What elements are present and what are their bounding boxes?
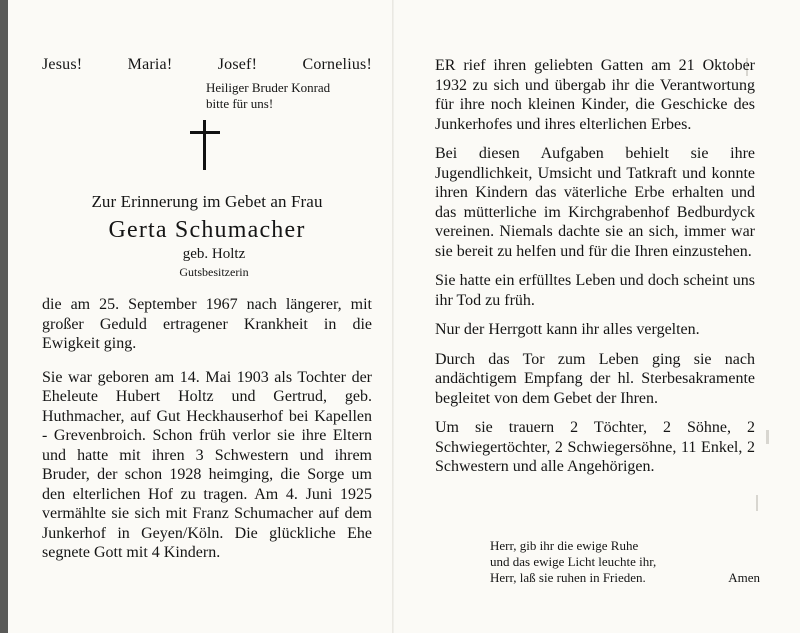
card-fold — [392, 0, 394, 633]
reward-paragraph: Nur der Herrgott kann ihr alles vergelten. — [435, 321, 700, 338]
memorial-intro: Zur Erinnerung im Gebet an Frau — [91, 192, 323, 211]
duties-paragraph: Bei diesen Aufgaben behielt sie ihre Jugendlichkeit, Umsicht und Tatkraft und konnte ihren Kindern das väterliche Erbe erhalten und das mütterliche im Kirchgrabenhof Bedburdyck vereinen. Niemals dachte sie an sich, immer war sie bereit zu helfen und für die Ihren einzustehen. — [435, 145, 755, 260]
saint-prayer-line: bitte für uns! — [206, 96, 274, 111]
sacraments-paragraph: Durch das Tor zum Leben ging sie nach andächtigem Empfang der hl. Sterbesakramente begleitet von dem Gebet der Ihren. — [435, 350, 755, 407]
cross-horizontal-bar — [190, 131, 220, 134]
life-paragraph: Sie hatte ein erfülltes Leben und doch scheint uns ihr Tod zu früh. — [435, 272, 755, 309]
closing-prayer-line: Herr, gib ihr die ewige Ruhe — [490, 538, 639, 553]
occupation: Gutsbesitzerin — [179, 265, 249, 279]
deceased-name: Gerta Schumacher — [108, 217, 306, 243]
closing-prayer — [490, 538, 760, 586]
maiden-name: geb. Holtz — [182, 246, 246, 262]
closing-prayer-line: und das ewige Licht leuchte ihr, — [490, 554, 657, 569]
right-page — [435, 56, 755, 477]
cross-icon — [42, 120, 372, 178]
left-page — [42, 56, 372, 563]
biography-paragraph: Sie war geboren am 14. Mai 1903 als Tochter der Eheleute Hubert Holtz und Gertrud, geb. Huthmacher, auf Gut Heckhauserhof bei Kapellen - Grevenbroich. Schon früh verlor sie ihre Eltern und hatte mit ihren 3 Schwestern und ihrem Bruder, der schon 1928 heimging, die Sorge um den elterlichen Hof zu tragen. Am 4. Juni 1925 vermählte sie sich mit Franz Schumacher auf dem Junkerhof in Geyen/Köln. Die glückliche Ehe segnete Gott mit 4 Kindern. — [42, 368, 372, 561]
invocation-josef: Josef! — [217, 56, 258, 73]
mourners-paragraph: Um sie trauern 2 Töchter, 2 Söhne, 2 Schwiegertöchter, 2 Schwiegersöhne, 11 Enkel, 2 Schwestern und alle Angehörigen. — [435, 419, 755, 475]
invocation-cornelius: Cornelius! — [302, 56, 372, 73]
amen-text: Amen — [728, 570, 760, 585]
saint-prayer-line: Heiliger Bruder Konrad — [206, 80, 331, 95]
invocation-maria: Maria! — [127, 56, 173, 73]
cross-vertical-bar — [203, 120, 206, 170]
scan-mark — [766, 430, 769, 444]
husband-paragraph: ER rief ihren geliebten Gatten am 21 Oktober 1932 zu sich und übergab ihr die Verantwortung für ihre noch kleinen Kinder, die Geschicke des Junkerhofes und ihres elterlichen Erbes. — [435, 57, 755, 133]
death-paragraph: die am 25. September 1967 nach längerer, mit großer Geduld ertragener Krankheit in die Ewigkeit ging. — [42, 296, 372, 352]
scan-mark — [756, 495, 758, 511]
invocations — [42, 56, 372, 74]
closing-prayer-line: Herr, laß sie ruhen in Frieden. — [490, 570, 646, 585]
invocation-jesus: Jesus! — [42, 56, 83, 73]
saint-prayer — [42, 80, 370, 112]
